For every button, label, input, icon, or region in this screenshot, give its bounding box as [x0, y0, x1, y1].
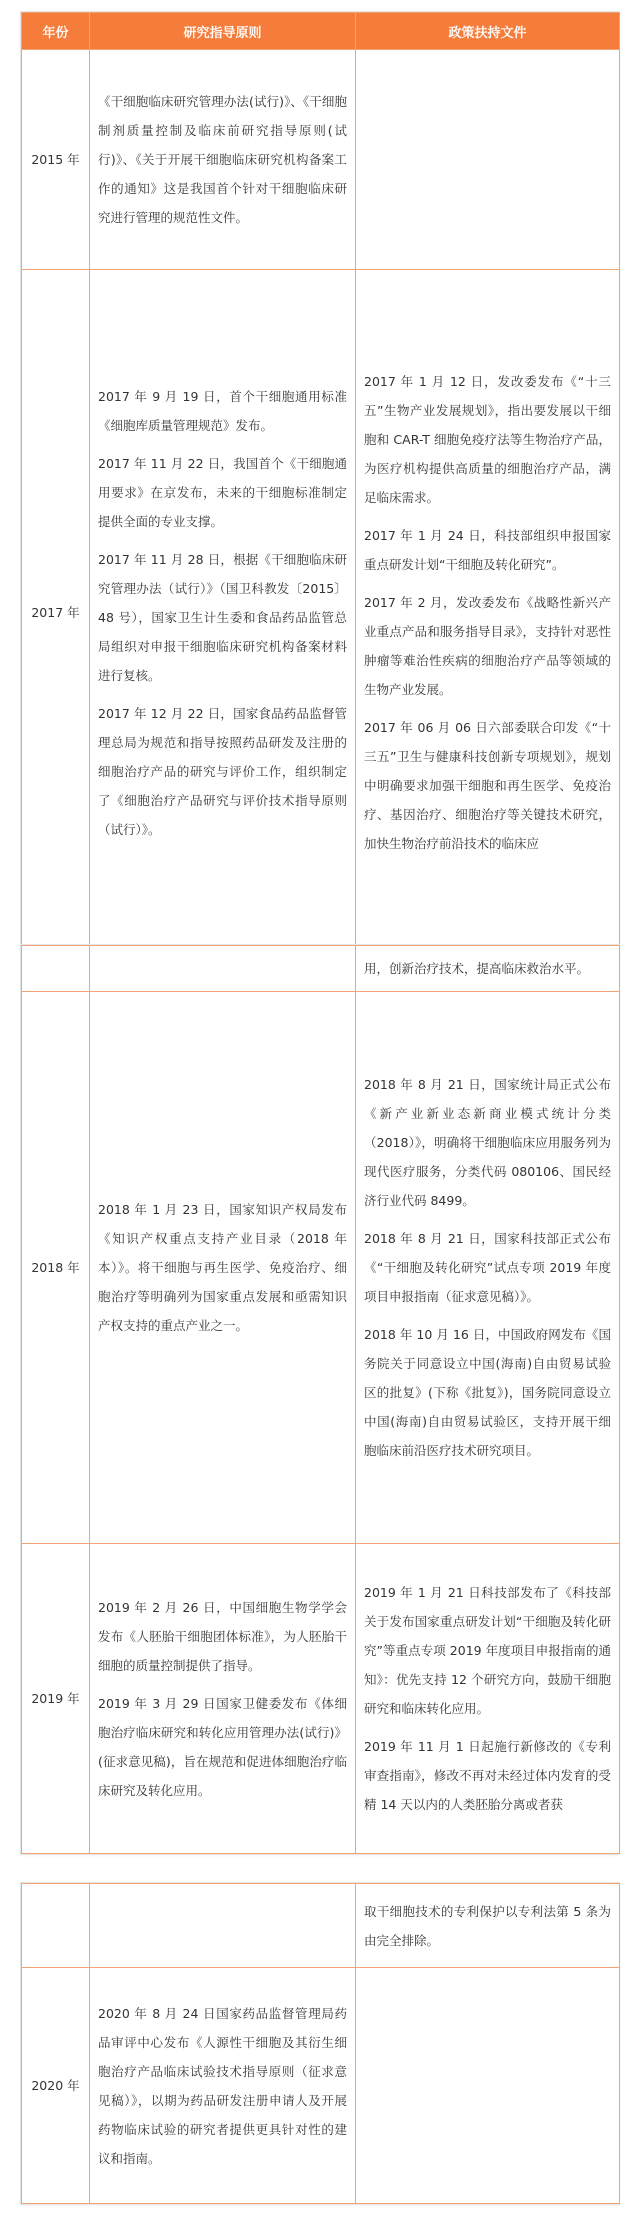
table-row	[22, 1968, 620, 2204]
row-guidance	[90, 1968, 356, 2204]
row-year: 2020 年	[22, 1968, 90, 2204]
table-row	[22, 1884, 620, 1968]
row-policy	[356, 50, 620, 270]
table-block-3	[21, 1883, 619, 2204]
guidance-item: 2018 年 1 月 23 日，国家知识产权局发布《知识产权重点支持产业目录（2018 年本）》。将干细胞与再生医学、免疫治疗、细胞治疗等明确列为国家重点发展和亟需知识产权支持的重点产业之一。	[98, 1202, 347, 1333]
policy-table-part-3	[21, 1883, 620, 2204]
policy-item: 2017 年 1 月 12 日，发改委发布《“十三五”生物产业发展规划》，指出要发展以干细胞和 CAR-T 细胞免疫疗法等生物治疗产品，为医疗机构提供高质量的细胞治疗产品，满足临床需求。	[364, 374, 611, 505]
row-guidance	[90, 1884, 356, 1968]
row-guidance	[90, 50, 356, 270]
table-row	[22, 946, 620, 992]
row-guidance	[90, 270, 356, 956]
table-block-1	[21, 12, 619, 956]
row-guidance	[90, 1544, 356, 1854]
row-policy	[356, 1544, 620, 1854]
row-policy	[356, 992, 620, 1544]
policy-item: 2018 年 8 月 21 日，国家统计局正式公布《新产业新业态新商业模式统计分类（2018）》，明确将干细胞临床应用服务列为现代医疗服务，分类代码 080106、国民经济行业代码 8499。	[364, 1077, 611, 1208]
policy-item: 2018 年 8 月 21 日，国家科技部正式公布《“干细胞及转化研究”试点专项 2019 年度项目申报指南（征求意见稿）》。	[364, 1231, 611, 1304]
row-policy	[356, 1968, 620, 2204]
row-policy	[356, 946, 620, 992]
guidance-item: 2019 年 3 月 29 日国家卫健委发布《体细胞治疗临床研究和转化应用管理办法(试行)》(征求意见稿)，旨在规范和促进体细胞治疗临床研究及转化应用。	[98, 1695, 347, 1798]
table-row	[22, 992, 620, 1544]
row-policy	[356, 270, 620, 956]
table-row	[22, 1544, 620, 1854]
policy-item: 2019 年 1 月 21 日科技部发布了《科技部关于发布国家重点研发计划“干细胞及转化研究”等重点专项 2019 年度项目申报指南的通知》：优先支持 12 个研究方向，鼓励干细胞研究和临床转化应用。	[364, 1585, 611, 1716]
policy-item: 2017 年 2 月，发改委发布《战略性新兴产业重点产品和服务指导目录》，支持针对恶性肿瘤等难治性疾病的细胞治疗产品等领域的生物产业发展。	[364, 595, 611, 697]
row-year	[22, 946, 90, 992]
guidance-item: 2019 年 2 月 26 日，中国细胞生物学学会发布《人胚胎干细胞团体标准》，为人胚胎干细胞的质量控制提供了指导。	[98, 1599, 347, 1673]
row-year	[22, 1884, 90, 1968]
row-year: 2015 年	[22, 50, 90, 270]
guidance-item: 2020 年 8 月 24 日国家药品监督管理局药品审评中心发布《人源性干细胞及其衍生细胞治疗产品临床试验技术指导原则（征求意见稿）》，以期为药品研发注册申请人及开展药物临床试验的研究者提供更具针对性的建议和指南。	[98, 2005, 347, 2166]
policy-table-part-1	[21, 12, 620, 956]
row-year: 2019 年	[22, 1544, 90, 1854]
row-year: 2018 年	[22, 992, 90, 1544]
policy-item: 取干细胞技术的专利保护以专利法第 5 条为由完全排除。	[364, 1903, 611, 1948]
table-block-2	[21, 945, 619, 1854]
policy-item: 用，创新治疗技术，提高临床救治水平。	[364, 961, 590, 976]
guidance-item: 2017 年 9 月 19 日，首个干细胞通用标准《细胞库质量管理规范》发布。	[98, 388, 347, 433]
table-row	[22, 270, 620, 956]
policy-table-part-2	[21, 945, 620, 1854]
row-guidance	[90, 946, 356, 992]
table-row	[22, 50, 620, 270]
row-guidance	[90, 992, 356, 1544]
header-policy: 政策扶持文件	[356, 13, 620, 50]
table-header-row	[22, 13, 620, 50]
guidance-item: 2017 年 11 月 28 日，根据《干细胞临床研究管理办法（试行）》（国卫科教发〔2015〕48 号），国家卫生计生委和食品药品监管总局组织对申报干细胞临床研究机构备案材料进行复核。	[98, 551, 347, 683]
guidance-item: 2017 年 11 月 22 日，我国首个《干细胞通用要求》在京发布，未来的干细胞标准制定提供全面的专业支撑。	[98, 455, 347, 529]
policy-item: 2018 年 10 月 16 日，中国政府网发布《国务院关于同意设立中国(海南)自由贸易试验区的批复》(下称《批复》)，国务院同意设立中国(海南)自由贸易试验区，支持开展干细胞临床前沿医疗技术研究项目。	[364, 1327, 611, 1458]
policy-item: 2017 年 1 月 24 日，科技部组织申报国家重点研发计划“干细胞及转化研究”。	[364, 528, 611, 572]
guidance-item: 2017 年 12 月 22 日，国家食品药品监督管理总局为规范和指导按照药品研发及注册的细胞治疗产品的研究与评价工作，组织制定了《细胞治疗产品研究与评价技术指导原则（试行）》。	[98, 705, 347, 837]
guidance-item: 《干细胞临床研究管理办法(试行)》、《干细胞制剂质量控制及临床前研究指导原则(试行)》、《关于开展干细胞临床研究机构备案工作的通知》这是我国首个针对干细胞临床研究进行管理的规范性文件。	[98, 94, 347, 225]
policy-item: 2019 年 11 月 1 日起施行新修改的《专利审查指南》，修改不再对未经过体内发育的受精 14 天以内的人类胚胎分离或者获	[364, 1739, 611, 1812]
row-policy	[356, 1884, 620, 1968]
policy-item: 2017 年 06 月 06 日六部委联合印发《“十三五”卫生与健康科技创新专项规划》，规划中明确要求加强干细胞和再生医学、免疫治疗、基因治疗、细胞治疗等关键技术研究，加快生物治疗前沿技术的临床应	[364, 720, 611, 851]
row-year: 2017 年	[22, 270, 90, 956]
header-guidance: 研究指导原则	[90, 13, 356, 50]
header-year: 年份	[22, 13, 90, 50]
